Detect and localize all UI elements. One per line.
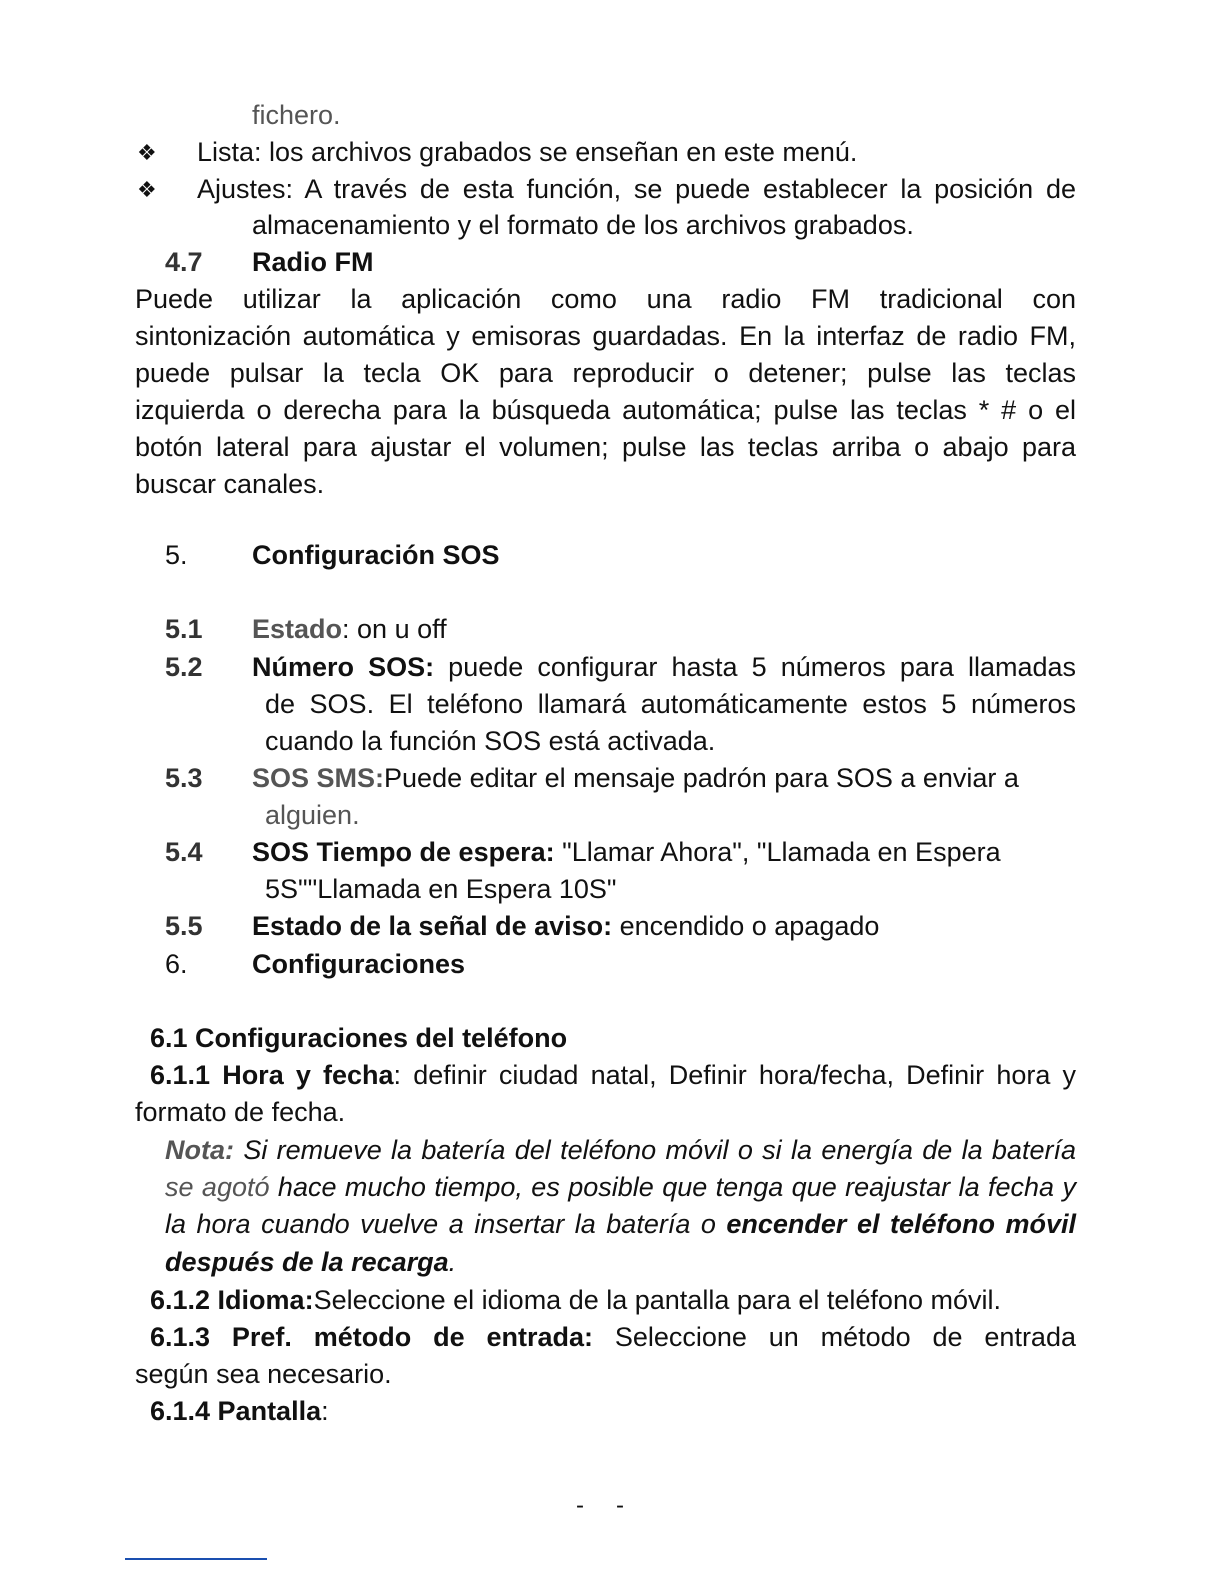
item-5-5 [252,908,879,944]
item-5-3-line1 [252,760,1019,796]
item-5-4-line1 [252,834,1001,870]
section-number-5: 5. [165,540,188,570]
item-label: Estado [252,614,343,644]
item-5-2-line2: de SOS. El teléfono llamará automáticamente estos 5 números [265,689,1076,719]
subsection-label: 6.1.1 Hora y fecha [150,1060,394,1090]
nota-line4 [165,1244,456,1280]
item-label: SOS Tiempo de espera: [252,837,555,867]
subsection-6-1-3-line1 [150,1319,1076,1355]
item-number-5-2: 5.2 [165,652,203,682]
subsection-label: 6.1.2 Idioma: [150,1285,314,1315]
radio-line-last: buscar canales. [135,469,325,499]
diamond-bullet-icon: ❖ [137,177,157,202]
section-title-sos: Configuración SOS [252,540,500,570]
continuation-text [252,97,341,133]
page-number-dash: - [616,1492,624,1519]
item-label: Número SOS: [252,652,435,682]
item-number-5-1: 5.1 [165,614,203,644]
item-5-3-line2: alguien. [265,800,360,830]
subsection-label: 6.1.3 Pref. método de entrada: [150,1322,593,1352]
item-label: SOS SMS: [252,763,385,793]
subsection-text: Seleccione un método de entrada [614,1322,1076,1352]
item-text: "Llamar Ahora", "Llamada en Espera [554,837,1001,867]
subsection-6-1-1-line2: formato de fecha. [135,1097,346,1127]
footnote-separator [125,1558,267,1560]
subsection-label: 6.1.4 Pantalla [150,1396,322,1426]
nota-label: Nota: [165,1135,234,1165]
item-text: encendido o apagado [612,911,880,941]
radio-line: puede pulsar la tecla OK para reproducir o detener; pulse las teclas [135,358,1076,388]
item-number-5-5: 5.5 [165,911,203,941]
item-number-5-4: 5.4 [165,837,203,867]
item-text: : on u off [342,614,447,644]
nota-line2 [165,1169,1076,1205]
radio-line: izquierda o derecha para la búsqueda automática; pulse las teclas * # o el [135,395,1076,425]
subsection-text: Seleccione el idioma de la pantalla para el teléfono móvil. [313,1285,1001,1315]
section-number-4-7: 4.7 [165,247,203,277]
item-text: puede configurar hasta 5 números para llamadas [434,652,1077,682]
bullet-ajustes-line1: Ajustes: A través de esta función, se puede establecer la posición de [197,174,1076,204]
item-5-4-line2: 5S""Llamada en Espera 10S" [265,874,617,904]
subsection-6-1-4 [150,1393,329,1429]
radio-line: botón lateral para ajustar el volumen; pulse las teclas arriba o abajo para [135,432,1076,462]
subsection-6-1: 6.1 Configuraciones del teléfono [150,1023,568,1053]
item-5-1 [252,611,447,647]
section-number-6: 6. [165,949,188,979]
nota-text: . [448,1247,457,1277]
subsection-6-1-3-line2: según sea necesario. [135,1359,392,1389]
subsection-text: : definir ciudad natal, Definir hora/fecha, Definir hora y [393,1060,1076,1090]
nota-text: la hora cuando vuelve a insertar la batería o [165,1209,716,1239]
nota-text: Si remueve la batería del teléfono móvil o si la energía de la batería [243,1135,1076,1165]
nota-text: hace mucho tiempo, es posible que tenga que reajustar la fecha y [277,1172,1076,1202]
diamond-bullet-icon: ❖ [137,140,157,165]
item-number-5-3: 5.3 [165,763,203,793]
item-5-2-line1 [252,649,1076,685]
item-5-2-line3: cuando la función SOS está activada. [265,726,716,756]
nota-faded-text: se agotó [165,1172,270,1202]
page-number-dash: - [576,1492,584,1519]
section-title-configuraciones: Configuraciones [252,949,466,979]
nota-line3 [165,1206,1076,1242]
subsection-6-1-1-line1 [150,1057,1076,1093]
nota-bold-text: después de la recarga [165,1247,449,1277]
nota-bold-text: encender el teléfono móvil [726,1209,1076,1239]
radio-line: Puede utilizar la aplicación como una radio FM tradicional con [135,284,1076,314]
subsection-text: : [321,1396,329,1426]
item-label: Estado de la señal de aviso: [252,911,613,941]
nota-line1 [165,1132,1076,1168]
bullet-ajustes-line2: almacenamiento y el formato de los archivos grabados. [252,210,914,240]
item-text: Puede editar el mensaje padrón para SOS a enviar a [384,763,1019,793]
section-title-radio-fm: Radio FM [252,247,374,277]
radio-line: sintonización automática y emisoras guardadas. En la interfaz de radio FM, [135,321,1076,351]
radio-paragraph [135,281,1076,503]
bullet-lista: Lista: los archivos grabados se enseñan en este menú. [197,137,858,167]
fichero-text: fichero. [252,100,341,130]
subsection-6-1-2 [150,1282,1001,1318]
